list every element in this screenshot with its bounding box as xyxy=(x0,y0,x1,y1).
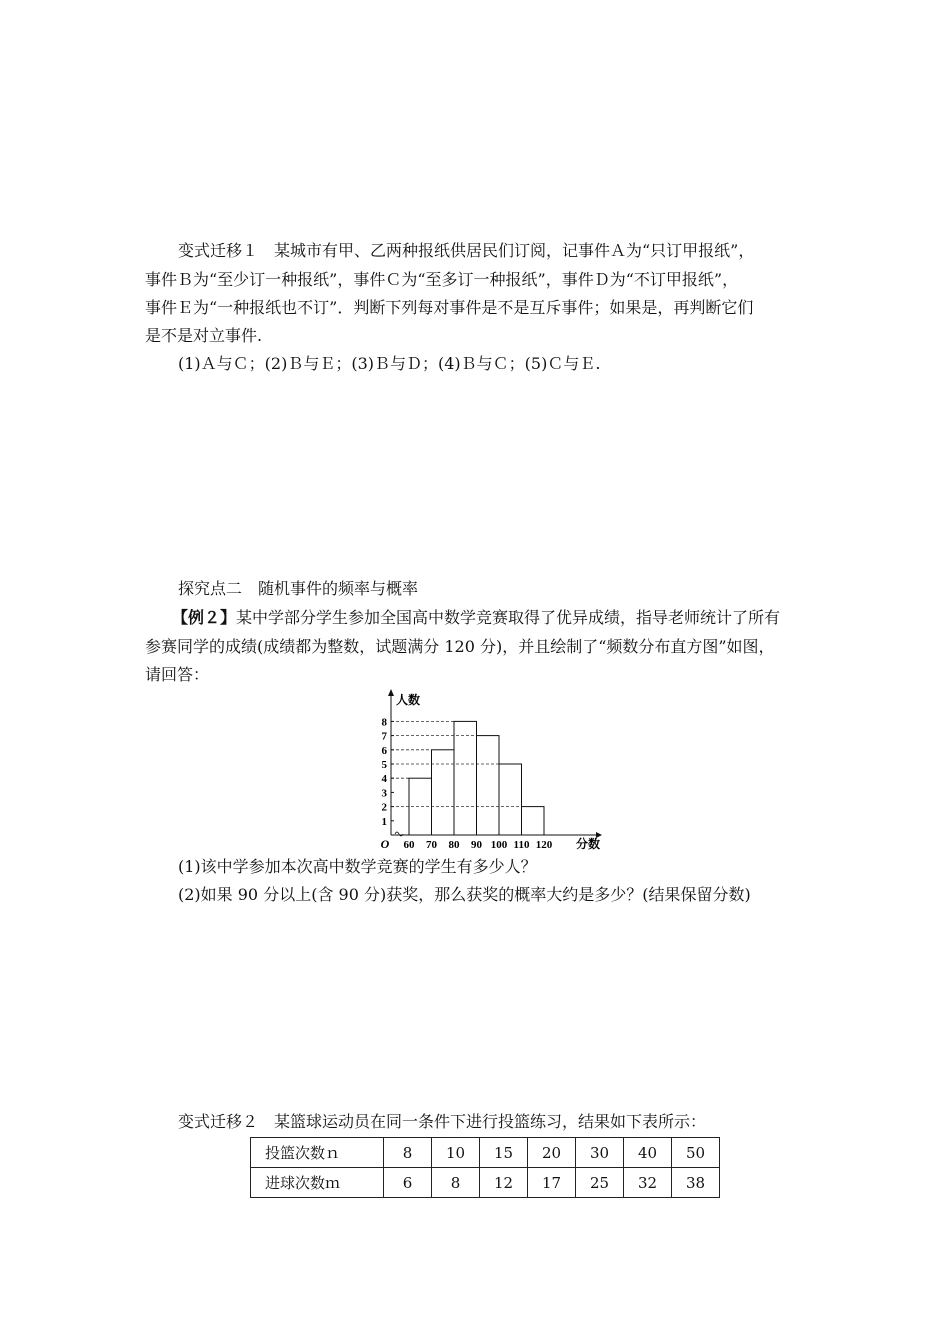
table-cell: 8 xyxy=(384,1138,432,1168)
row-label-made: 进球次数ｍ xyxy=(251,1168,384,1198)
example2-text: 某中学部分学生参加全国高中数学竞赛取得了优异成绩，指导老师统计了所有 xyxy=(236,608,781,627)
table-cell: 10 xyxy=(432,1138,480,1168)
variant1-pairs: (1)Ａ与Ｃ；(2)Ｂ与Ｅ；(3)Ｂ与Ｄ；(4)Ｂ与Ｃ；(5)Ｃ与Ｅ. xyxy=(178,354,601,373)
table-cell: 25 xyxy=(576,1168,624,1198)
table-cell: 38 xyxy=(672,1168,720,1198)
variant1-line-3: 事件Ｅ为“一种报纸也不订”．判断下列每对事件是不是互斥事件；如果是，再判断它们 xyxy=(145,298,754,317)
histogram-bar xyxy=(522,807,545,835)
question-1: (1)该中学参加本次高中数学竞赛的学生有多少人？ xyxy=(178,857,537,876)
x-tick-label: 110 xyxy=(513,839,530,851)
y-axis-label: 人数 xyxy=(396,693,421,707)
x-tick-label: 70 xyxy=(426,839,437,851)
table-cell: 50 xyxy=(672,1138,720,1168)
table-row xyxy=(251,1138,720,1168)
table-cell: 15 xyxy=(480,1138,528,1168)
x-axis-label: 分数 xyxy=(575,837,601,851)
y-tick-label: 3 xyxy=(381,787,387,800)
example2-line-2: 参赛同学的成绩(成绩都为整数，试题满分 120 分)，并且绘制了“频数分布直方图”如图， xyxy=(145,637,775,656)
table-cell: 8 xyxy=(432,1168,480,1198)
y-tick-label: 7 xyxy=(381,730,387,743)
y-axis-arrow xyxy=(388,689,394,696)
y-tick-label: 4 xyxy=(381,773,387,786)
table-cell: 6 xyxy=(384,1168,432,1198)
y-tick-label: 8 xyxy=(381,716,387,729)
table-cell: 32 xyxy=(624,1168,672,1198)
table-cell: 20 xyxy=(528,1138,576,1168)
shots-table xyxy=(250,1137,720,1198)
x-tick-label: 100 xyxy=(490,839,508,851)
example2-tag: 【例２】 xyxy=(172,608,237,627)
question-2: (2)如果 90 分以上(含 90 分)获奖，那么获奖的概率大约是多少？(结果保留分数) xyxy=(178,885,751,904)
table-cell: 40 xyxy=(624,1138,672,1168)
variant1-line-2: 事件Ｂ为“至少订一种报纸”，事件Ｃ为“至多订一种报纸”，事件Ｄ为“不订甲报纸”， xyxy=(145,270,739,289)
histogram-bar xyxy=(454,721,477,835)
variant2-intro: 变式迁移２ 某篮球运动员在同一条件下进行投篮练习，结果如下表所示： xyxy=(178,1112,707,1131)
table-cell: 17 xyxy=(528,1168,576,1198)
origin-label: O xyxy=(380,837,390,851)
section2-heading: 探究点二 随机事件的频率与概率 xyxy=(178,579,419,598)
frequency-histogram xyxy=(360,688,610,854)
y-tick-label: 6 xyxy=(381,744,387,757)
x-tick-label: 60 xyxy=(403,839,415,851)
histogram-bar xyxy=(432,750,455,835)
row-label-attempts: 投篮次数ｎ xyxy=(251,1138,384,1168)
x-tick-label: 120 xyxy=(535,839,553,851)
table-cell: 12 xyxy=(480,1168,528,1198)
x-tick-label: 80 xyxy=(448,839,460,851)
y-tick-label: 1 xyxy=(381,815,387,828)
variant1-line-1: 变式迁移１ 某城市有甲、乙两种报纸供居民们订阅，记事件Ａ为“只订甲报纸”， xyxy=(178,241,755,260)
example2-line-3: 请回答： xyxy=(145,665,210,684)
table-row xyxy=(251,1168,720,1198)
table-cell: 30 xyxy=(576,1138,624,1168)
variant1-line-4: 是不是对立事件. xyxy=(145,326,263,345)
example2-line-1 xyxy=(172,607,852,629)
y-tick-label: 2 xyxy=(381,801,387,814)
y-tick-label: 5 xyxy=(381,759,387,771)
x-tick-label: 90 xyxy=(471,839,482,851)
histogram-bar xyxy=(499,764,522,835)
histogram-bar xyxy=(477,736,500,835)
